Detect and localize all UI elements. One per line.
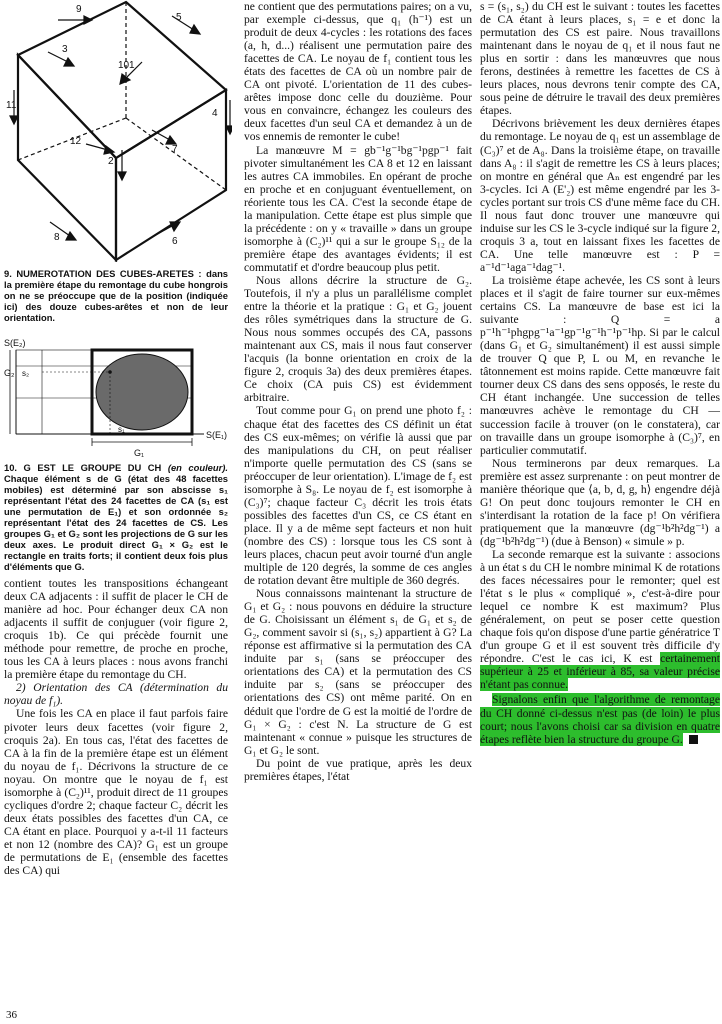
paragraph: La troisième étape achevée, les CS sont à leurs places et il s'agit de faire tourner sur eux-mêmes certains CS. La manœuvre de base est ici la suivante : Q = a p⁻¹h⁻¹phgpg⁻¹a⁻¹gp⁻¹g⁻¹h⁻¹p⁻¹hp. Si par le calcul (dans G₁ et G₂ simultanément) il est aussi simple de trouver Q que P, L ou M, en revanche le tâtonnement est moins rapide. Cette manœuvre fait tourner deux CS dans des sens opposés, le reste du CH étant inchangée. Une succession de telles manœuvres achève le remontage du CH — succession facile à trouver (on le constatera), car on travaille dans un groupe isomorphe à (C₃)⁷, en particulier commutatif.	[480, 273, 720, 457]
figure10-caption-title-italic: (en couleur).	[167, 462, 228, 473]
section-heading: 2) Orientation des CA (détermination du noyau de f₁).	[4, 681, 228, 708]
left-column-body	[4, 577, 228, 877]
edge-label-12: 12	[70, 136, 82, 147]
highlighted-text: certainement supérieur à 25 et inférieur à 85, sa valeur précise n'étant pas connue.	[480, 652, 720, 692]
edge-label-5: 5	[176, 12, 182, 23]
paragraph: Nous allons décrire la structure de G₂. Toutefois, il n'y a plus un parallélisme complet entre la théorie et la pratique : G₁ et G₂ jouent des rôles symétriques dans la structure de G. Nous nous sommes occupés des CA, passons maintenant aux CS, mais il nous faut conserver l'acquis (la bonne orientation en croix de la figure 2, croquis 3a) des deux premières étapes. Ce choix (CA puis CS) est évidemment arbitraire.	[244, 273, 472, 405]
middle-column-body	[244, 0, 472, 783]
x-axis-label: S(E₁)	[206, 430, 228, 440]
figure10-caption-text: Chaque élément s de G (état des 48 facettes mobiles) est déterminé par son abscisse s₁ représentant l'état des 24 facettes de CA (s₁ est une permutation de E₁) et son ordonnée s₂ représentant l'état des 24 facettes de CS. Les groupes G₁ et G₂ sont les projections de G sur les deux axes. Le produit direct G₁ × G₂ est le rectangle en traits forts; il contient deux fois plus d'éléments que G.	[4, 473, 228, 572]
s1-label: s₁	[118, 425, 125, 434]
right-column-body	[480, 0, 720, 746]
figure10-caption	[4, 462, 228, 572]
edge-label-2: 2	[108, 156, 114, 167]
figure9-caption-title: 9. NUMEROTATION DES CUBES-ARETES :	[4, 268, 202, 279]
edge-label-1: 1	[129, 60, 135, 71]
paragraph: Du point de vue pratique, après les deux premières étapes, l'état	[244, 756, 472, 783]
highlighted-text: Signalons enfin que l'algorithme de remontage du CH donné ci-dessus n'est pas (de loin) le plus court; nous l'avons choisi car sa division en quatre étapes reflète bien la structure du groupe G.	[480, 693, 720, 746]
edge-label-9: 9	[76, 4, 82, 15]
cube-outline	[18, 2, 226, 260]
edge-label-8: 8	[54, 232, 60, 243]
g1-label: G₁	[134, 448, 145, 458]
end-mark-icon	[689, 735, 698, 744]
edge-label-10: 10	[118, 60, 130, 71]
figure10-caption-title: 10. G EST LE GROUPE DU CH	[4, 462, 162, 473]
g2-label: G₂	[4, 368, 15, 378]
paragraph: Nous connaissons maintenant la structure de G₁ et G₂ : nous pouvons en déduire la structure de G. Choisissant un élément s₁ de G₁ et s₂ de G₂, comment savoir si (s₁, s₂) appartient à G? La réponse est affirmative si la permutation des CA induite par s₁ (sans se préoccuper des orientations des CA) et la permutation des CS induite par s₂ (sans se préoccuper des orientations des CS) ont même parité. On en déduit que l'ordre de G est la moitié de l'ordre de G₁ × G₂ : c'est N. La structure de G est maintenant « connue » puisque les structures de G₁ et G₂ le sont.	[244, 587, 472, 757]
paragraph: Tout comme pour G₁ on prend une photo f₂ : chaque état des facettes des CS définit un état des CS eux-mêmes; on vérifie là aussi que par des manipulations du CH, on peut réaliser n'importe quelle permutation des CS (sans se préoccuper de leur orientation). L'image de f₂ est isomorphe à S₈. Le noyau de f₂ est isomorphe à (C₃)⁷; chaque facteur C₃ décrit les trois états possibles des facettes d'un CS, ce CS étant en place. Il y a de même sept facteurs et non huit (nombre des CS) : lorsque tous les CS sont à leurs places, chacun peut avoir tourné d'un angle multiple de 120 degrés, la somme de ces angles de rotation devant être multiple de 360 degrés.	[244, 404, 472, 588]
y-axis-label: S(E₂)	[4, 338, 26, 348]
paragraph	[480, 548, 720, 692]
cube-edges-figure	[4, 0, 232, 262]
s2-label: s₂	[22, 369, 30, 378]
edge-numbers	[6, 4, 218, 247]
paragraph: Une fois les CA en place il faut parfois faire pivoter leurs deux facettes (voir figure 2, croquis 2a). En tous cas, l'état des facettes de CA à la fin de la première étape est un élément du noyau de f₁. Décrivons la structure de ce noyau. On montre que le noyau de f₁ est isomorphe à (C₂)¹¹, produit direct de 11 groupes cycliques d'ordre 2; chaque facteur C₂ décrit les deux états possibles des facettes d'un CA, ce CA étant en place. Pourquoi y a-t-il 11 facteurs et non 12 (nombre des CA)? G₁ est un groupe de permutations de E₁ (ensemble des facettes des CA) qui	[4, 707, 228, 878]
right-column	[480, 0, 720, 746]
paragraph-text: La seconde remarque est la suivante : associons à un état s du CH le nombre minimal K de rotations des faces nécessaires pour le remonter; quel est l'état s le plus « compliqué », c'est-à-dire pour lequel ce nombre K est maximum? Plus généralement, on peut se poser cette question chaque fois qu'on dispose d'une partie génératrice T d'un groupe G et il est souvent très difficile d'y répondre. C'est le cas ici, K est	[480, 547, 720, 666]
paragraph: contient toutes les transpositions échangeant deux CA adjacents : il suffit de placer le CH de manière ad hoc. Pour échanger deux CA non adjacents il suffit de conjuguer (voir figure 2, croquis 1b). Ce qui précède fournit une méthode pour remettre, de proche en proche, tous les CA à leurs places : nous avons franchi la première étape du remontage du CH.	[4, 577, 228, 682]
edge-label-6: 6	[172, 236, 178, 247]
paragraph: Décrivons brièvement les deux dernières étapes du remontage. Le noyau de q₁ est un assemblage de (C₃)⁷ et de A₈. Dans la troisième étape, on travaille dans A₈ : il s'agit de remettre les CS à leurs places; on montre en général que Aₙ est engendré par les 3-cycles. Ici A (E'₂) est même engendré par les 3-cycles portant sur trois CS d'une même face du CH. Il nous faut donc trouver une manœuvre qui induise sur les CS le 3-cycle indiqué sur la figure 2, croquis 3 a, tout en laissant fixes les facettes de CA. Une telle manœuvre est : P = a⁻¹d⁻¹aga⁻¹dag⁻¹.	[480, 117, 720, 274]
edge-label-4: 4	[212, 108, 218, 119]
figure9-caption-text: dans la première étape du remontage du cube hongrois on ne se préoccupe que de la position (indiquée ici) des douze cubes-arêtes et non de leur orientation.	[4, 268, 229, 323]
paragraph: La manœuvre M = gb⁻¹g⁻¹bg⁻¹pgp⁻¹ fait pivoter simultanément les CA 8 et 12 en laissant les autres CA immobiles. En opérant de proche en proche et en conjuguant éventuellement, on réoriente tous les CA. C'est la seconde étape de la manipulation. Cette étape est plus simple que la précédente : on y « travaille » dans un groupe isomorphe à (C₂)¹¹ qui a sur le groupe S₁₂ de la première étape des avantages évidents; il est commutatif et d'ordre beaucoup plus petit.	[244, 143, 472, 274]
edge-label-3: 3	[62, 44, 68, 55]
figure9-caption	[4, 268, 228, 323]
page-number: 36	[6, 1009, 17, 1021]
edge-label-11: 11	[6, 100, 17, 111]
paragraph: ne contient que des permutations paires; on a vu, par exemple ci-dessus, que q₁ (h⁻¹) est un produit de deux 4-cycles : les rotations des faces (a, h, d...) réalisent une permutation paire des facettes de CA. Le noyau de f₁ contient tous les états des facettes de CA où un nombre pair de CA ont pivoté. L'orientation de 11 des cubes-arêtes impose donc celle du douzième. Pour vous en convaincre, échangez les couleurs des deux facettes d'un seul CA et demandez à un de vos ennemis de remonter le cube!	[244, 0, 472, 144]
paragraph	[480, 693, 720, 745]
paragraph: s = (s₁, s₂) du CH est le suivant : toutes les facettes de CA étant à leurs places, s₁ = e et donc la permutation des CS est paire. Nous travaillons maintenant dans le noyau de q₁ et il nous faut ne plus en sortir : dans les manœuvres que nous ferons, destinées à remettre les facettes de CS à leurs places, nous devrons tenir compte des CA, sous peine de détruire le travail des deux premières étapes.	[480, 0, 720, 118]
edge-label-7: 7	[172, 144, 178, 155]
paragraph: Nous terminerons par deux remarques. La première est assez surprenante : on peut montrer de manière théorique que ⟨a, b, d, g, h⟩ engendre déjà G! On peut donc toujours remonter le CH en s'interdisant la rotation de la face p! On vérifiera pratiquement que la manœuvre (dg⁻¹b²h²dg⁻¹) a (dg⁻¹b²h²dg⁻¹) (due à Benson) « simule » p.	[480, 456, 720, 548]
middle-column	[244, 0, 472, 783]
